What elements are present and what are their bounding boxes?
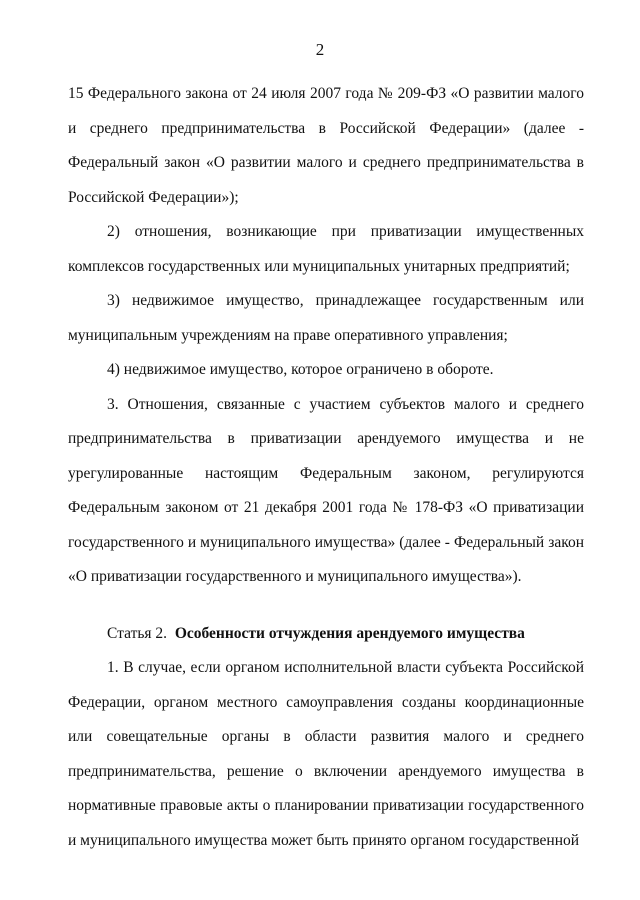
article-title: Особенности отчуждения арендуемого имущества	[174, 624, 525, 642]
paragraph-continuation: 15 Федерального закона от 24 июля 2007 года № 209-ФЗ «О развитии малого и среднего предпринимательства в Российской Федерации» (далее - Федеральный закон «О развитии малого и среднего предпринимательства в Российской Федерации»);	[68, 85, 584, 206]
list-item-4: 4) недвижимое имущество, которое ограничено в обороте.	[107, 361, 494, 378]
document-body	[68, 77, 584, 858]
article-heading	[68, 617, 584, 652]
list-item-2: 2) отношения, возникающие при приватизации имущественных комплексов государственных или муниципальных унитарных предприятий;	[68, 223, 584, 275]
article-label: Статья 2.	[107, 624, 168, 642]
paragraph-clause-3: 3. Отношения, связанные с участием субъектов малого и среднего предпринимательства в приватизации арендуемого имущества и не урегулированные настоящим Федеральным законом, регулируются Федеральным законом от 21 декабря 2001 года № 178-ФЗ «О приватизации государственного и муниципального имущества» (далее - Федеральный закон «О приватизации государственного и муниципального имущества»).	[68, 395, 584, 585]
paragraph-article-2-item-1: 1. В случае, если органом исполнительной власти субъекта Российской Федерации, органом местного самоуправления созданы координационные или совещательные органы в области развития малого и среднего предпринимательства, решение о включении арендуемого имущества в нормативные правовые акты о планировании приватизации государственного и муниципального имущества может быть принято органом государственной	[68, 659, 584, 849]
page-number: 2	[315, 40, 325, 59]
list-item-3: 3) недвижимое имущество, принадлежащее государственным или муниципальным учреждениям на праве оперативного управления;	[68, 292, 584, 344]
